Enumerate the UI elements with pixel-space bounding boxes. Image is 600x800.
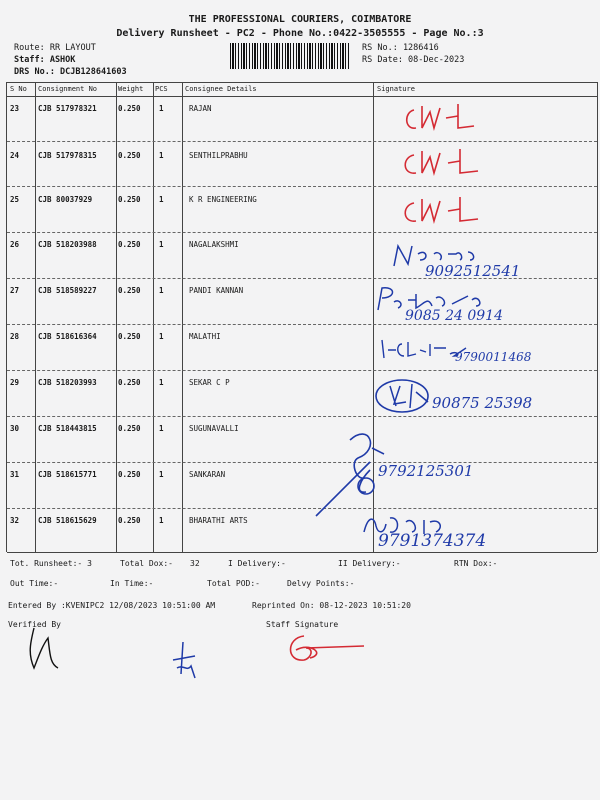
- red-signature-row-24: [398, 145, 498, 181]
- col-consignee: Consignee Details: [185, 85, 257, 93]
- row-weight: 0.250: [118, 151, 141, 160]
- row-consignment: CJB 80037929: [38, 195, 93, 204]
- row-consignee: SANKARAN: [189, 470, 226, 479]
- col-weight: Weight: [118, 85, 144, 93]
- entered-by: Entered By :KVENIPC2 12/08/2023 10:51:00 AM: [8, 601, 216, 610]
- row-pcs: 1: [159, 240, 164, 249]
- row-pcs: 1: [159, 104, 164, 113]
- red-signature-row-25: [398, 193, 498, 229]
- row-sno: 31: [10, 470, 20, 479]
- rs-date: RS Date: 08-Dec-2023: [362, 55, 465, 65]
- barcode: [230, 43, 350, 69]
- row-pcs: 1: [159, 286, 164, 295]
- row-consignment: CJB 518615771: [38, 470, 97, 479]
- row-weight: 0.250: [118, 516, 141, 525]
- row-weight: 0.250: [118, 424, 141, 433]
- drs-number: DRS No.: DCJB128641603: [14, 67, 127, 77]
- row-weight: 0.250: [118, 378, 141, 387]
- row-pcs: 1: [159, 378, 164, 387]
- ii-delivery: II Delivery:-: [338, 559, 401, 568]
- row-sno: 30: [10, 424, 20, 433]
- company-title: THE PROFESSIONAL COURIERS, COIMBATORE: [188, 14, 412, 25]
- staff-signature-label: Staff Signature: [266, 620, 339, 629]
- row-consignment: CJB 517978321: [38, 104, 97, 113]
- row-consignee: SUGUNAVALLI: [189, 424, 239, 433]
- row-sno: 24: [10, 151, 20, 160]
- row-pcs: 1: [159, 151, 164, 160]
- row-pcs: 1: [159, 470, 164, 479]
- total-pod: Total POD:-: [207, 579, 260, 588]
- row-consignment: CJB 518589227: [38, 286, 97, 295]
- tot-runsheet: Tot. Runsheet:- 3: [10, 559, 92, 568]
- row-consignee: SENTHILPRABHU: [189, 151, 248, 160]
- phone-row-31: 9792125301: [378, 462, 474, 480]
- row-pcs: 1: [159, 516, 164, 525]
- staff-signature: [280, 630, 370, 670]
- staff-mark-signature: [165, 640, 205, 680]
- row-consignment: CJB 518203988: [38, 240, 97, 249]
- row-pcs: 1: [159, 332, 164, 341]
- row-consignment: CJB 518616364: [38, 332, 97, 341]
- row-sno: 29: [10, 378, 20, 387]
- row-consignee: BHARATHI ARTS: [189, 516, 248, 525]
- runsheet-subtitle: Delivery Runsheet - PC2 - Phone No.:0422-3505555 - Page No.:3: [116, 28, 484, 39]
- phone-row-27: 9085 24 0914: [405, 308, 503, 324]
- row-consignee: RAJAN: [189, 104, 212, 113]
- row-weight: 0.250: [118, 332, 141, 341]
- row-sno: 23: [10, 104, 20, 113]
- row-consignee: SEKAR C P: [189, 378, 230, 387]
- row-consignment: CJB 518203993: [38, 378, 97, 387]
- total-dox-label: Total Dox:-: [120, 559, 173, 568]
- row-weight: 0.250: [118, 104, 141, 113]
- row-sno: 25: [10, 195, 20, 204]
- phone-row-32: 9791374374: [378, 531, 487, 551]
- delvy-points: Delvy Points:-: [287, 579, 355, 588]
- col-consignment: Consignment No: [38, 85, 98, 93]
- row-consignee: MALATHI: [189, 332, 221, 341]
- row-pcs: 1: [159, 195, 164, 204]
- col-pcs: PCS: [155, 85, 168, 93]
- row-consignment: CJB 518443815: [38, 424, 97, 433]
- col-sno: S No: [10, 85, 27, 93]
- row-sno: 32: [10, 516, 20, 525]
- col-signature: Signature: [377, 85, 415, 93]
- runsheet-table: [6, 82, 598, 552]
- phone-row-29: 90875 25398: [432, 394, 533, 412]
- row-weight: 0.250: [118, 240, 141, 249]
- route-label: Route: RR LAYOUT: [14, 43, 96, 53]
- i-delivery: I Delivery:-: [228, 559, 286, 568]
- staff-label: Staff: ASHOK: [14, 55, 76, 65]
- row-consignment: CJB 518615629: [38, 516, 97, 525]
- total-dox-value: 32: [190, 559, 200, 568]
- row-sno: 28: [10, 332, 20, 341]
- phone-row-28: 9790011468: [455, 350, 532, 364]
- row-weight: 0.250: [118, 286, 141, 295]
- row-consignee: NAGALAKSHMI: [189, 240, 239, 249]
- verifier-signature: [20, 624, 70, 674]
- row-pcs: 1: [159, 424, 164, 433]
- row-sno: 26: [10, 240, 20, 249]
- out-time: Out Time:-: [10, 579, 59, 588]
- verified-by-label: Verified By: [8, 620, 61, 629]
- row-consignment: CJB 517978315: [38, 151, 97, 160]
- row-consignee: K R ENGINEERING: [189, 195, 257, 204]
- rs-number: RS No.: 1286416: [362, 43, 439, 53]
- row-consignee: PANDI KANNAN: [189, 286, 244, 295]
- reprinted-on: Reprinted On: 08-12-2023 10:51:20: [252, 601, 411, 610]
- row-sno: 27: [10, 286, 20, 295]
- rtn-dox: RTN Dox:-: [454, 559, 498, 568]
- red-signature-row-23: [400, 100, 490, 136]
- in-time: In Time:-: [110, 579, 154, 588]
- row-weight: 0.250: [118, 195, 141, 204]
- phone-row-26: 9092512541: [425, 262, 521, 280]
- row-weight: 0.250: [118, 470, 141, 479]
